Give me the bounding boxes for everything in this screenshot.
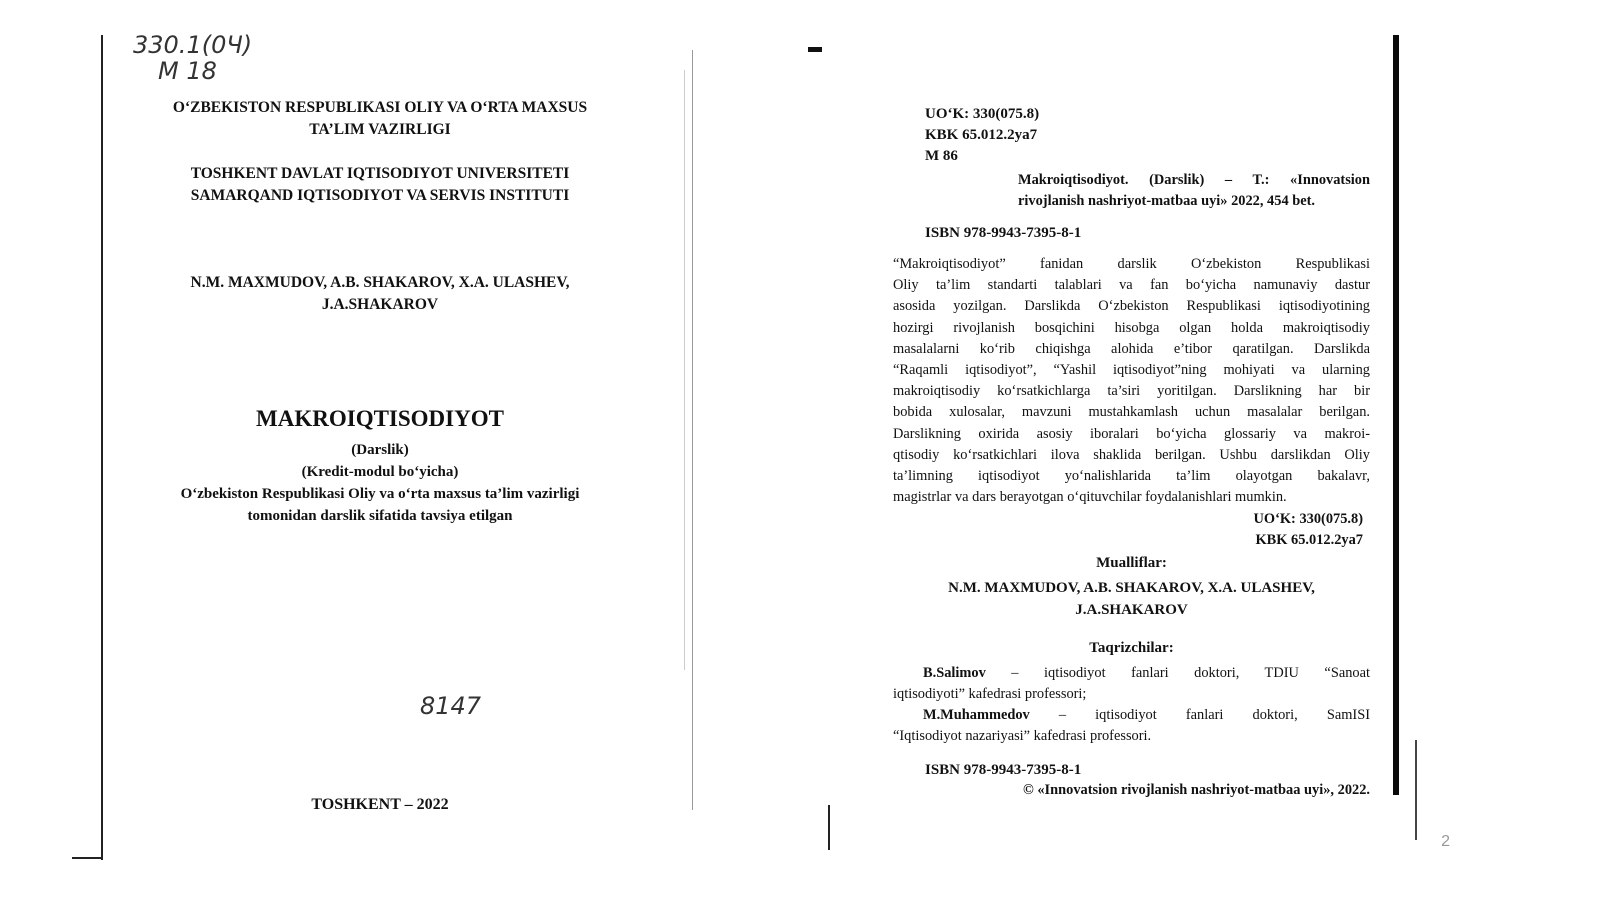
uok-code: UO‘K: 330(075.8) xyxy=(925,106,1040,122)
left-page-bottom-line xyxy=(72,857,102,859)
taqrizchilar-label: Taqrizchilar: xyxy=(1089,640,1174,656)
isbn-bottom: ISBN 978-9943-7395-8-1 xyxy=(925,762,1082,778)
isbn-top: ISBN 978-9943-7395-8-1 xyxy=(925,225,1082,241)
scan-mark xyxy=(808,47,822,52)
page-gutter-line xyxy=(692,50,693,810)
book-title: MAKROIQTISODIYOT xyxy=(256,406,504,431)
ministry-heading: O‘ZBEKISTON RESPUBLIKASI OLIY VA O‘RTA MAXSUS TA’LIM VAZIRLIGI xyxy=(172,99,588,138)
handwritten-number: 8147 xyxy=(420,692,482,720)
subtitle-type: (Darslik) xyxy=(351,442,409,458)
left-page-border-line xyxy=(101,35,103,860)
abstract: “Makroiqtisodiyot” fanidan darslik O‘zbekiston Respublikasi Oliy ta’lim standarti talablari va fan bo‘yicha namunaviy dastur asosida yozilgan. Darslikda O‘zbekiston Respublikasi iqtisodiyotining hozirgi rivojlanish bosqichini hisobga olgan holda makroiqtisodiy masalalarni ko‘rib chiqishga alohida e’tibor qaratilgan. Darslikda “Raqamli iqtisodiyot”, “Yashil iqtisodiyot”ning mohiyati va ularning makroiqtisodiy ko‘rsatkichlarga ta’siri yoritilgan. Darslikning har bir bobida xulosalar, mavzuni mustahkamlash uchun masalalar berilgan. Darslikning oxirida asosiy iboralari bo‘yicha glossariy va makroi- qtisodiy ko‘rsatkichlari ilova shaklida berilgan. Ushbu darslikdan Oliy ta’limning iqtisodiyot yo‘nalishlarida ta’lim olayotgan bakalavr, magistrlar va dars berayotgan o‘qituvchilar foydalanishlari mumkin. xyxy=(893,256,1370,506)
handwritten-catalog-code: 330.1(0Ч) M 18 xyxy=(133,31,253,85)
reviewers xyxy=(893,663,1370,747)
reviewer-1-line-2: iqtisodiyoti” kafedrasi professori; xyxy=(893,686,1087,702)
kbk-code: KBK 65.012.2ya7 xyxy=(925,127,1038,143)
catalog-codes-2 xyxy=(1200,509,1363,551)
right-page-gutter-line xyxy=(828,805,830,850)
copyright: © «Innovatsion rivojlanish nashriyot-matbaa uyi», 2022. xyxy=(1023,782,1370,798)
m86-code: M 86 xyxy=(925,148,958,164)
right-page-edge-shadow-thin xyxy=(1415,740,1417,840)
recommendation-line-2: tomonidan darslik sifatida tavsiya etilgan xyxy=(247,508,513,524)
reviewer-1-line-1: B.Salimov – iqtisodiyot fanlari doktori, TDIU “Sanoat xyxy=(893,663,1370,684)
reviewer-2-name: M.Muhammedov xyxy=(923,707,1030,723)
page-gutter-line-faint xyxy=(684,70,685,670)
page-number: 2 xyxy=(1441,833,1450,850)
recommendation-line-1: O‘zbekiston Respublikasi Oliy va o‘rta maxsus ta’lim vazirligi xyxy=(180,486,580,502)
city-year: TOSHKENT – 2022 xyxy=(311,796,449,813)
universities-heading: TOSHKENT DAVLAT IQTISODIYOT UNIVERSITETI SAMARQAND IQTISODIYOT VA SERVIS INSTITUTI xyxy=(190,165,570,204)
catalog-codes xyxy=(925,104,1039,167)
uok-code-2: UO‘K: 330(075.8) xyxy=(1253,511,1363,527)
reviewer-2-line-1: M.Muhammedov – iqtisodiyot fanlari doktori, SamISI xyxy=(893,705,1370,726)
reviewer-1-name: B.Salimov xyxy=(923,665,986,681)
left-authors: N.M. MAXMUDOV, A.B. SHAKAROV, X.A. ULASHEV, J.A.SHAKAROV xyxy=(190,274,570,313)
subtitle-modul: (Kredit-modul bo‘yicha) xyxy=(301,464,459,480)
reviewer-2-line-2: “Iqtisodiyot nazariyasi” kafedrasi professori. xyxy=(893,728,1152,744)
kbk-code-2: KBK 65.012.2ya7 xyxy=(1255,532,1363,548)
right-authors: N.M. MAXMUDOV, A.B. SHAKAROV, X.A. ULASHEV, J.A.SHAKAROV xyxy=(948,580,1315,618)
right-page-edge-shadow xyxy=(1393,35,1399,795)
bibliographic-entry: Makroiqtisodiyot. (Darslik) – T.: «Innovatsion rivojlanish nashriyot-matbaa uyi» 2022, 454 bet. xyxy=(1018,172,1370,209)
mualliflar-label: Mualliflar: xyxy=(1096,555,1167,571)
book-subtitle xyxy=(120,439,640,527)
